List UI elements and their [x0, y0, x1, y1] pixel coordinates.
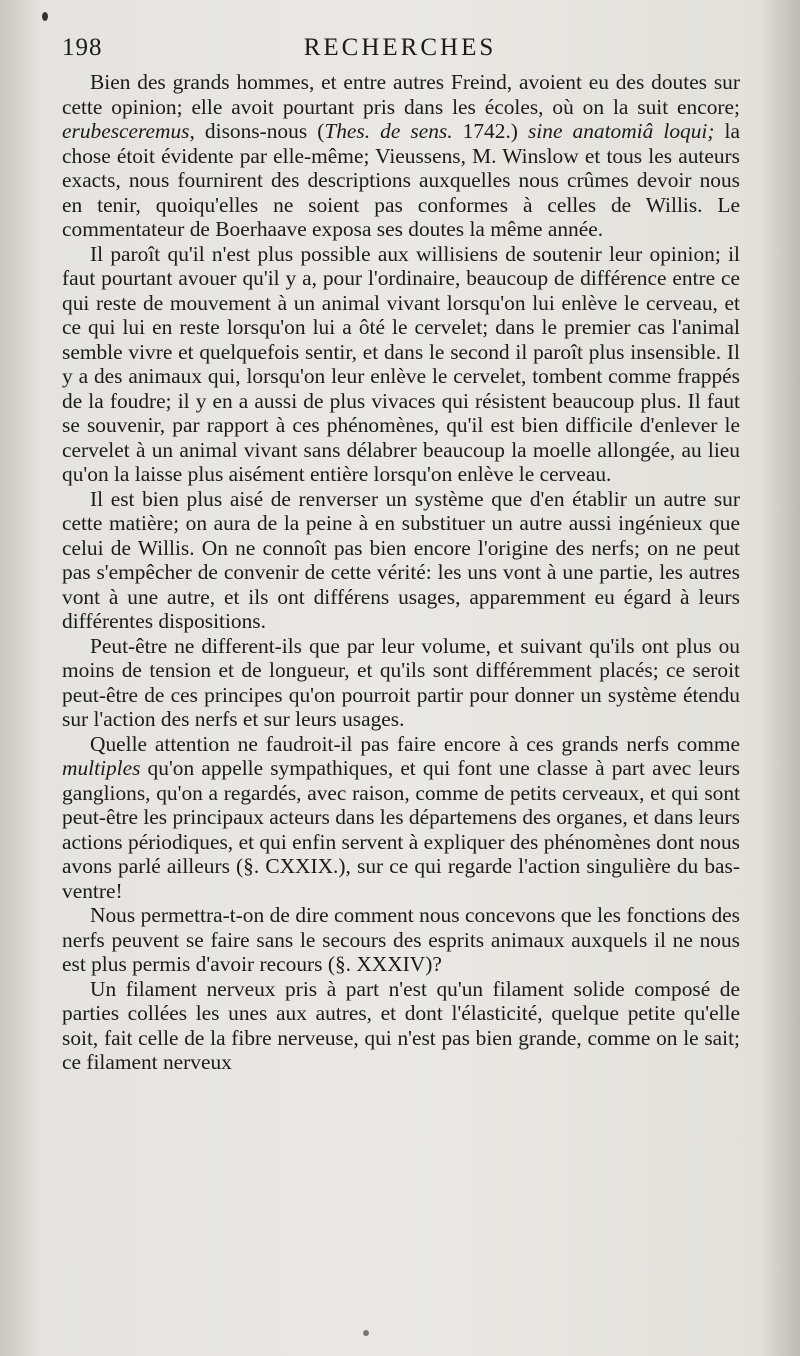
paragraph: [62, 977, 740, 1075]
paragraph: [62, 634, 740, 732]
page-header: [62, 34, 738, 70]
running-head: RECHERCHES: [303, 34, 497, 61]
ink-mark: [42, 12, 48, 21]
text-run: Nous permettra-t-on de dire comment nous concevons que les fonctions des nerfs peuvent se faire sans le secours des esprits animaux auxquels il ne nous est plus permis d'avoir recours (§. XXXIV)?: [62, 903, 740, 976]
italic-text: Thes. de sens.: [324, 119, 453, 143]
italic-text: erubesceremus: [62, 119, 190, 143]
paragraph: [62, 242, 740, 487]
text-run: Peut-être ne different-ils que par leur volume, et suivant qu'ils ont plus ou moins de tension et de longueur, et qu'ils sont différemment placés; ce seroit peut-être de ces principes qu'on pourroit partir pour donner un système étendu sur l'action des nerfs et sur leurs usages.: [62, 633, 740, 731]
text-run: la chose étoit évidente par elle-même; Vieussens, M. Winslow et tous les auteurs exacts, nous fournirent des descriptions auxquelles nous crûmes devoir nous en tenir, quoiqu'elles ne soient pas conformes à celles de Willis. Le commentateur de Boerhaave exposa ses doutes la même année.: [62, 119, 740, 241]
page-number: 198: [62, 34, 103, 61]
text-run: 1742.): [452, 119, 528, 143]
text-run: Il paroît qu'il n'est plus possible aux willisiens de soutenir leur opinion; il faut pourtant avouer qu'il y a, pour l'ordinaire, beaucoup de différence entre ce qui reste de mouvement à un animal vivant lorsqu'on lui enlève le cerveau, et ce qui lui en reste lorsqu'on lui a ôté le cervelet; dans le premier cas l'animal semble vivre et quelquefois sentir, et dans le second il paroît plus insensible. Il y a des animaux qui, lorsqu'on leur enlève le cervelet, tombent comme frappés de la foudre; il y en a aussi de plus vivaces qui résistent beaucoup plus. Il faut se souvenir, par rapport à ces phénomènes, qu'il est bien difficile d'enlever le cervelet à un animal vivant sans délabrer beaucoup la moelle allongée, au lieu qu'on la laisse plus aisément entière lorsqu'on enlève le cerveau.: [62, 241, 740, 486]
text-run: Bien des grands hommes, et entre autres Freind, avoient eu des doutes sur cette opinion; elle avoit pourtant pris dans les écoles, où on la suit encore;: [62, 70, 740, 119]
paragraph: [62, 70, 740, 242]
text-run: , disons-nous (: [189, 119, 325, 143]
text-run: Quelle attention ne faudroit-il pas faire encore à ces grands nerfs comme: [90, 731, 740, 756]
text-run: Un filament nerveux pris à part n'est qu'un filament solide composé de parties collées les unes aux autres, et dont l'élasticité, quelque petite qu'elle soit, fait celle de la fibre nerveuse, qui n'est pas bien grande, comme on le sait; ce filament nerveux: [62, 976, 740, 1074]
body-text: [62, 70, 740, 1075]
paragraph: [62, 487, 740, 634]
italic-text: sine anatomiâ loqui;: [527, 119, 715, 143]
ink-mark: [363, 1330, 369, 1336]
paragraph: [62, 903, 740, 977]
italic-text: multiples: [62, 756, 141, 780]
paragraph: [62, 732, 740, 904]
text-run: qu'on appelle sympathiques, et qui font une classe à part avec leurs ganglions, qu'on a regardés, avec raison, comme de petits cerveaux, et qui sont peut-être les principaux acteurs dans les départemens des organes, et dans leurs actions périodiques, et qui enfin servent à expliquer des phénomènes dont nous avons parlé ailleurs (§. CXXIX.), sur ce qui regarde l'action singulière du bas-ventre!: [62, 756, 740, 903]
text-run: Il est bien plus aisé de renverser un système que d'en établir un autre sur cette matière; on aura de la peine à en substituer un autre aussi ingénieux que celui de Willis. On ne connoît pas bien encore l'origine des nerfs; on ne peut pas s'empêcher de convenir de cette vérité: les uns vont à une partie, les autres vont à une autre, et ils ont différens usages, apparemment eu égard à leurs différentes dispositions.: [62, 486, 740, 633]
